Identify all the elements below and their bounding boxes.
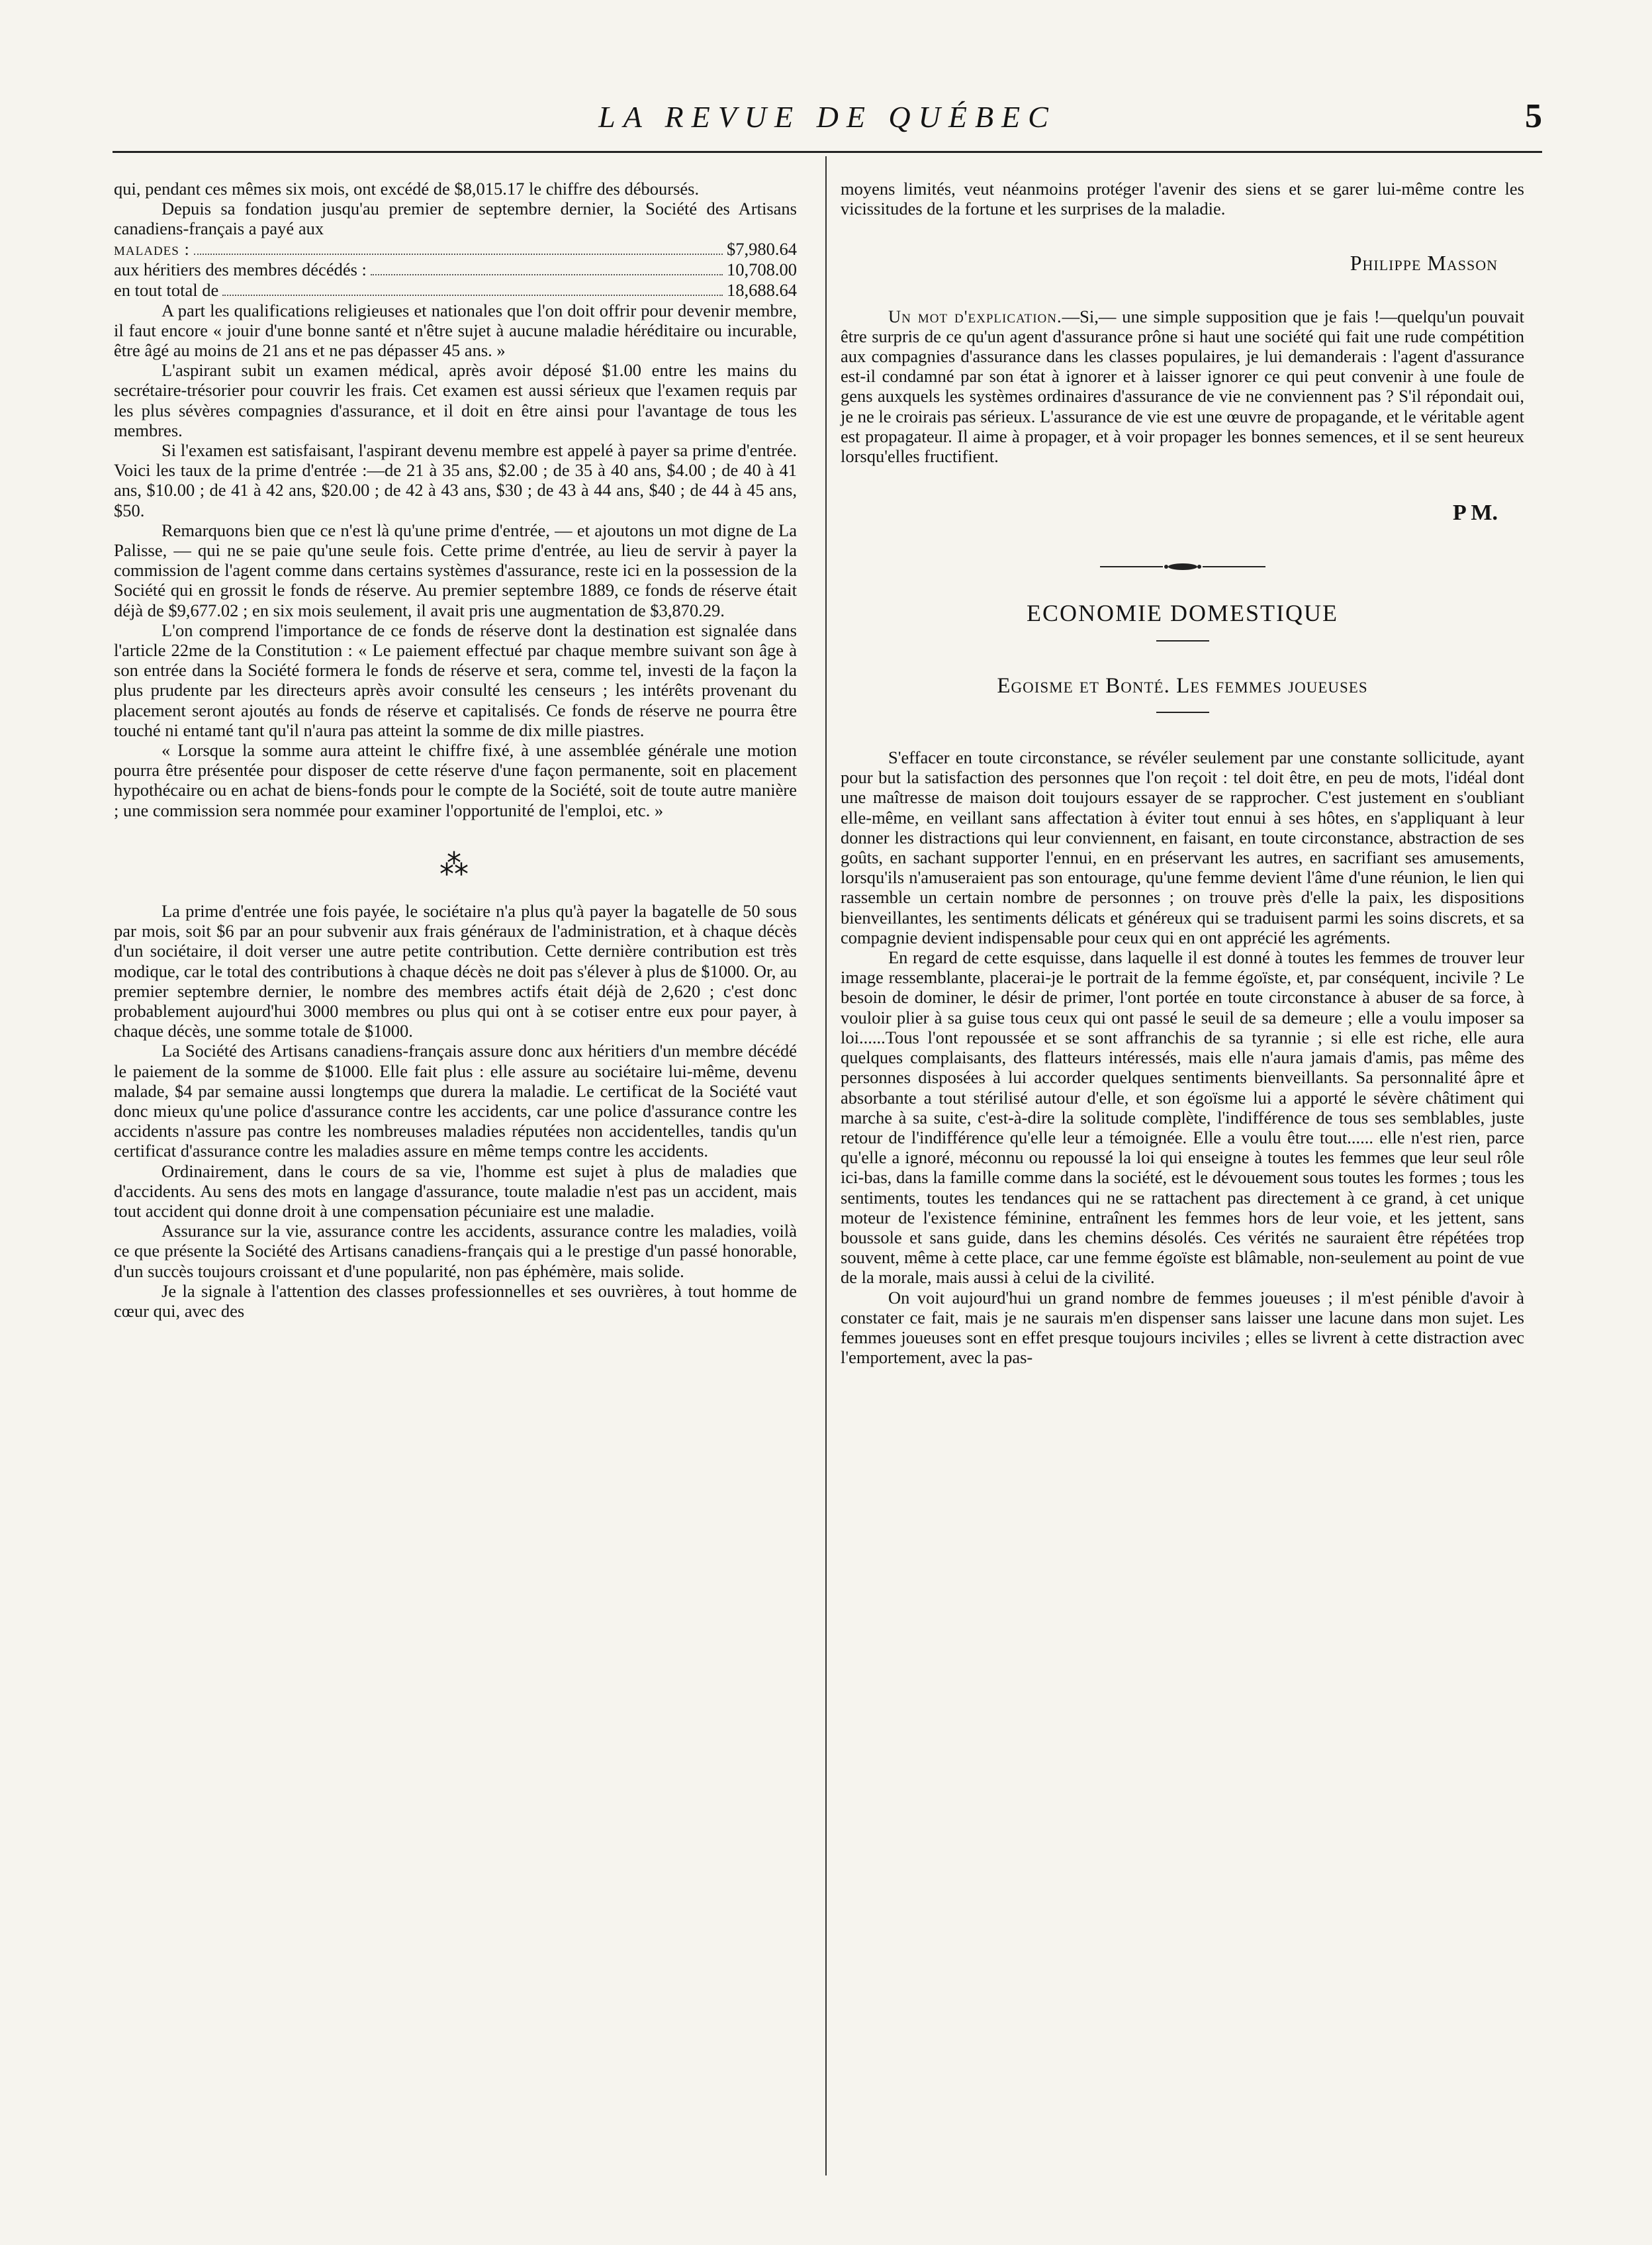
paragraph: La Société des Artisans canadiens-français assure donc aux héritiers d'un membre décédé le paiement de la somme de $1000. Elle fait plus : elle assure au sociétaire lui-même, devenu malade, $4 par semaine aussi longtemps que durera la maladie. Le certificat de la Société vaut donc mieux qu'une police d'assurance contre les accidents, car une police d'assurance contre les accidents n'assure pas contre les nombreuses maladies réputées non accidentelles, tandis qu'un certificat d'assurance contre les maladies assure en même temps contre les accidents. — [114, 1041, 797, 1161]
paragraph: Je la signale à l'attention des classes professionnelles et ses ouvrières, à tout homme de cœur qui, avec des — [114, 1280, 797, 1321]
totals-amount: 18,688.64 — [727, 279, 797, 300]
paragraph: « Lorsque la somme aura atteint le chiffre fixé, à une assemblée générale une motion pourra être présentée pour disposer de cette réserve d'une façon permanente, soit en placement hypothécaire ou en achat de biens-fonds pour le compte de la Société, soit de toute autre manière ; une commission sera nommée pour examiner l'opportunité de l'emploi, etc. » — [114, 740, 797, 820]
right-column — [841, 179, 1524, 1367]
paragraph: Si l'examen est satisfaisant, l'aspirant devenu membre est appelé à payer sa prime d'entrée. Voici les taux de la prime d'entrée :—de 21 à 35 ans, $2.00 ; de 35 à 40 ans, $4.00 ; de 40 à 41 ans, $10.00 ; de 41 à 42 ans, $20.00 ; de 42 à 43 ans, $30 ; de 43 à 44 ans, $40 ; de 44 à 45 ans, $50. — [114, 440, 797, 520]
totals-row — [114, 239, 797, 260]
paragraph-lead: Un mot d'explication. — [888, 306, 1062, 326]
leader-dots — [371, 274, 723, 275]
paragraph: Assurance sur la vie, assurance contre les accidents, assurance contre les maladies, voilà ce que présente la Société des Artisans canadiens-français qui a le prestige d'un passé honorable, d'un succès toujours croissant et d'une popularité, non pas éphémère, mais solide. — [114, 1221, 797, 1281]
paragraph: moyens limités, veut néanmoins protéger l'avenir des siens et se garer lui-même contre les vicissitudes de la fortune et les surprises de la maladie. — [841, 179, 1524, 219]
totals-row — [114, 260, 797, 280]
paragraph: S'effacer en toute circonstance, se révéler seulement par une constante sollicitude, ayant pour but la satisfaction des personnes que l'on reçoit : tel doit être, en peu de mots, l'idéal dont une maîtresse de maison doit toujours essayer de se rapprocher. C'est justement en s'oubliant elle-même, en veillant sans affectation à éviter tout ennui à ses hôtes, en s'appliquant à leur donner les distractions qui leur conviennent, en faisant, en toute circonstance, abstraction de ses goûts, en sachant supporter l'ennui, en en préservant les autres, en sacrifiant ses amusements, lorsqu'ils n'amuseraient pas son entourage, qu'une femme devient l'âme d'une réunion, le lien qui rassemble un certain nombre de personnes ; on trouve près d'elle la paix, les dispositions bienveillantes, les sentiments délicats et généreux qui se traduisent parmi les soins discrets, et sa compagnie devient indispensable pour ceux qui en ont apprécié les agréments. — [841, 747, 1524, 947]
paragraph: Ordinairement, dans le cours de sa vie, l'homme est sujet à plus de maladies que d'accidents. Au sens des mots en langage d'assurance, toute maladie n'est pas un accident, mais tout accident qui donne droit à une compensation pécuniaire est une maladie. — [114, 1161, 797, 1221]
ornament-divider — [841, 556, 1524, 576]
paragraph: L'on comprend l'importance de ce fonds de réserve dont la destination est signalée dans l'article 22me de la Constitution : « Le paiement effectué par chaque membre suivant son âge à son entrée dans la Société formera le fonds de réserve et sera, comme tel, investi de la façon la plus prudente par les directeurs après avoir consulté les censeurs ; les intérêts provenant du placement seront ajoutés au fonds de réserve et capitalisés. Ce fonds de réserve ne pourra être touché ni entamé tant qu'il n'aura pas atteint la somme de dix mille piastres. — [114, 620, 797, 740]
paragraph: A part les qualifications religieuses et nationales que l'on doit offrir pour devenir membre, il faut encore « jouir d'une bonne santé et n'être sujet à aucune maladie héréditaire ou incurable, être âgé au moins de 21 ans et ne pas dépasser 45 ans. » — [114, 300, 797, 361]
running-title: LA REVUE DE QUÉBEC — [598, 100, 1056, 134]
paragraph: qui, pendant ces mêmes six mois, ont excédé de $8,015.17 le chiffre des déboursés. — [114, 179, 700, 199]
paragraph: La prime d'entrée une fois payée, le sociétaire n'a plus qu'à payer la bagatelle de 50 sous par mois, soit $6 par an pour subvenir aux frais généraux de l'administration, et à chaque décès d'un sociétaire, il doit verser une autre petite contribution. Cette dernière contribution est très modique, car le total des contributions à chaque décès ne doit pas s'élever à plus de $1000. Or, au premier septembre dernier, le nombre des membres actifs était déjà de 2,620 ; c'est donc probablement aujourd'hui 3000 membres ou plus qui ont à se cotiser entre eux pour payer, à chaque décès, une somme totale de $1000. — [114, 900, 797, 1041]
paragraph-explication — [841, 307, 1524, 467]
totals-list — [114, 239, 797, 301]
asterism: ⁂ — [439, 848, 471, 881]
article-subtitle: Egoisme et Bonté. Les femmes joueuses — [997, 673, 1368, 698]
header-rule — [113, 151, 1542, 153]
totals-label: malades : — [114, 238, 190, 259]
paragraph: On voit aujourd'hui un grand nombre de femmes joueuses ; il m'est pénible d'avoir à constater ce fait, mais je ne saurais m'en dispenser sans laisser une lacune dans mon sujet. Les femmes joueuses sont en effet presque toujours inciviles ; elles se livrent à cette distraction avec l'emportement, avec la pas- — [841, 1287, 1524, 1368]
page-number: 5 — [1525, 97, 1542, 135]
totals-amount: 10,708.00 — [727, 259, 797, 279]
page-header — [113, 99, 1542, 146]
ornament-icon — [1100, 561, 1265, 572]
column-divider — [825, 156, 827, 2175]
paragraph: L'aspirant subit un examen médical, après avoir déposé $1.00 entre les mains du secrétaire-trésorier pour couvrir les frais. Cet examen est aussi sérieux que l'examen requis par les plus sévères compagnies d'assurance, et il doit en être ainsi pour l'avantage de tous les membres. — [114, 360, 797, 440]
short-rule — [1156, 640, 1209, 642]
paragraph-body: —Si,— une simple supposition que je fais !—quelqu'un pouvait être surpris de ce qu'un agent d'assurance prône si haut une société qui fait une rude compétition aux compagnies d'assurance dans les classes populaires, je lui demanderais : l'agent d'assurance est-il condamné par son état à ignorer et à laisser ignorer ce qui peut convenir à une foule de gens auxquels les systèmes ordinaires d'assurance de vie ne conviennent pas ? S'il répondait oui, je ne le croirais pas sérieux. L'assurance de vie est une œuvre de propagande, et le véritable agent est propagateur. Il aime à propager, et à voir propager les bonnes semences, et il se sent heureux lorsqu'elles fructifient. — [841, 306, 1524, 467]
totals-label: en tout total de — [114, 279, 219, 300]
paragraph: Remarquons bien que ce n'est là qu'une prime d'entrée, — et ajoutons un mot digne de La Palisse, — qui ne se paie qu'une seule fois. Cette prime d'entrée, au lieu de servir à payer la commission de l'agent comme dans certains systèmes d'assurance, reste ici en la possession de la Société qui en grossit le fonds de réserve. Au premier septembre 1889, ce fonds de réserve était déjà de $9,677.02 ; en six mois seulement, il avait pris une augmentation de $3,870.29. — [114, 520, 797, 620]
section-title: ECONOMIE DOMESTIQUE — [1027, 599, 1338, 626]
left-column — [114, 179, 797, 1321]
leader-dots — [222, 295, 723, 296]
author-initials: P M. — [1453, 501, 1498, 526]
totals-row — [114, 280, 797, 301]
short-rule — [1156, 712, 1209, 713]
leader-dots — [194, 254, 723, 255]
paragraph: Depuis sa fondation jusqu'au premier de septembre dernier, la Société des Artisans canadiens-français a payé aux — [114, 199, 797, 239]
totals-label: aux héritiers des membres décédés : — [114, 259, 367, 279]
totals-amount: $7,980.64 — [727, 238, 797, 259]
author-signature: Philippe Masson — [1350, 251, 1498, 275]
paragraph: En regard de cette esquisse, dans laquelle il est donné à toutes les femmes de trouver leur image ressemblante, placerai-je le portrait de la femme égoïste, et, par conséquent, incivile ? Le besoin de dominer, le désir de primer, l'ont portée en toute circonstance à abuser de sa force, à vouloir plier à sa guise tous ceux qui ont passé le seuil de sa demeure ; elle a voulu imposer sa loi......Tous l'ont repoussée et se sont affranchis de sa tyrannie ; si elle est riche, elle aura quelques complaisants, des flatteurs intéressés, mais elle n'aura jamais d'amis, pas même des personnes disposées à lui accorder quelques sentiments bienveillants. Sa personnalité âpre et absorbante a tout stérilisé autour d'elle, et son égoïsme lui a apporté le sévère châtiment qui marche à sa suite, c'est-à-dire la solitude complète, l'indifférence de tous ses semblables, juste retour de l'indifférence qu'elle leur a témoignée. Elle a voulu être tout...... elle n'est rien, parce qu'elle a ignoré, méconnu ou repoussé la loi qui enseigne à toutes les femmes que leur seul rôle ici-bas, dans la famille comme dans la société, est le dévouement sous toutes les formes ; tous les sentiments, toutes les tendances qui ne se rattachent pas directement à ce grand, à cet unique moteur de l'existence féminine, entraînent les femmes hors de leur voie, et les jettent, sans boussole et sans guide, dans les chemins désolés. Ces vérités ne sauraient être répétées trop souvent, même à cette place, car une femme égoïste est blâmable, non-seulement au point de vue de la morale, mais aussi à celui de la civilité. — [841, 947, 1524, 1288]
